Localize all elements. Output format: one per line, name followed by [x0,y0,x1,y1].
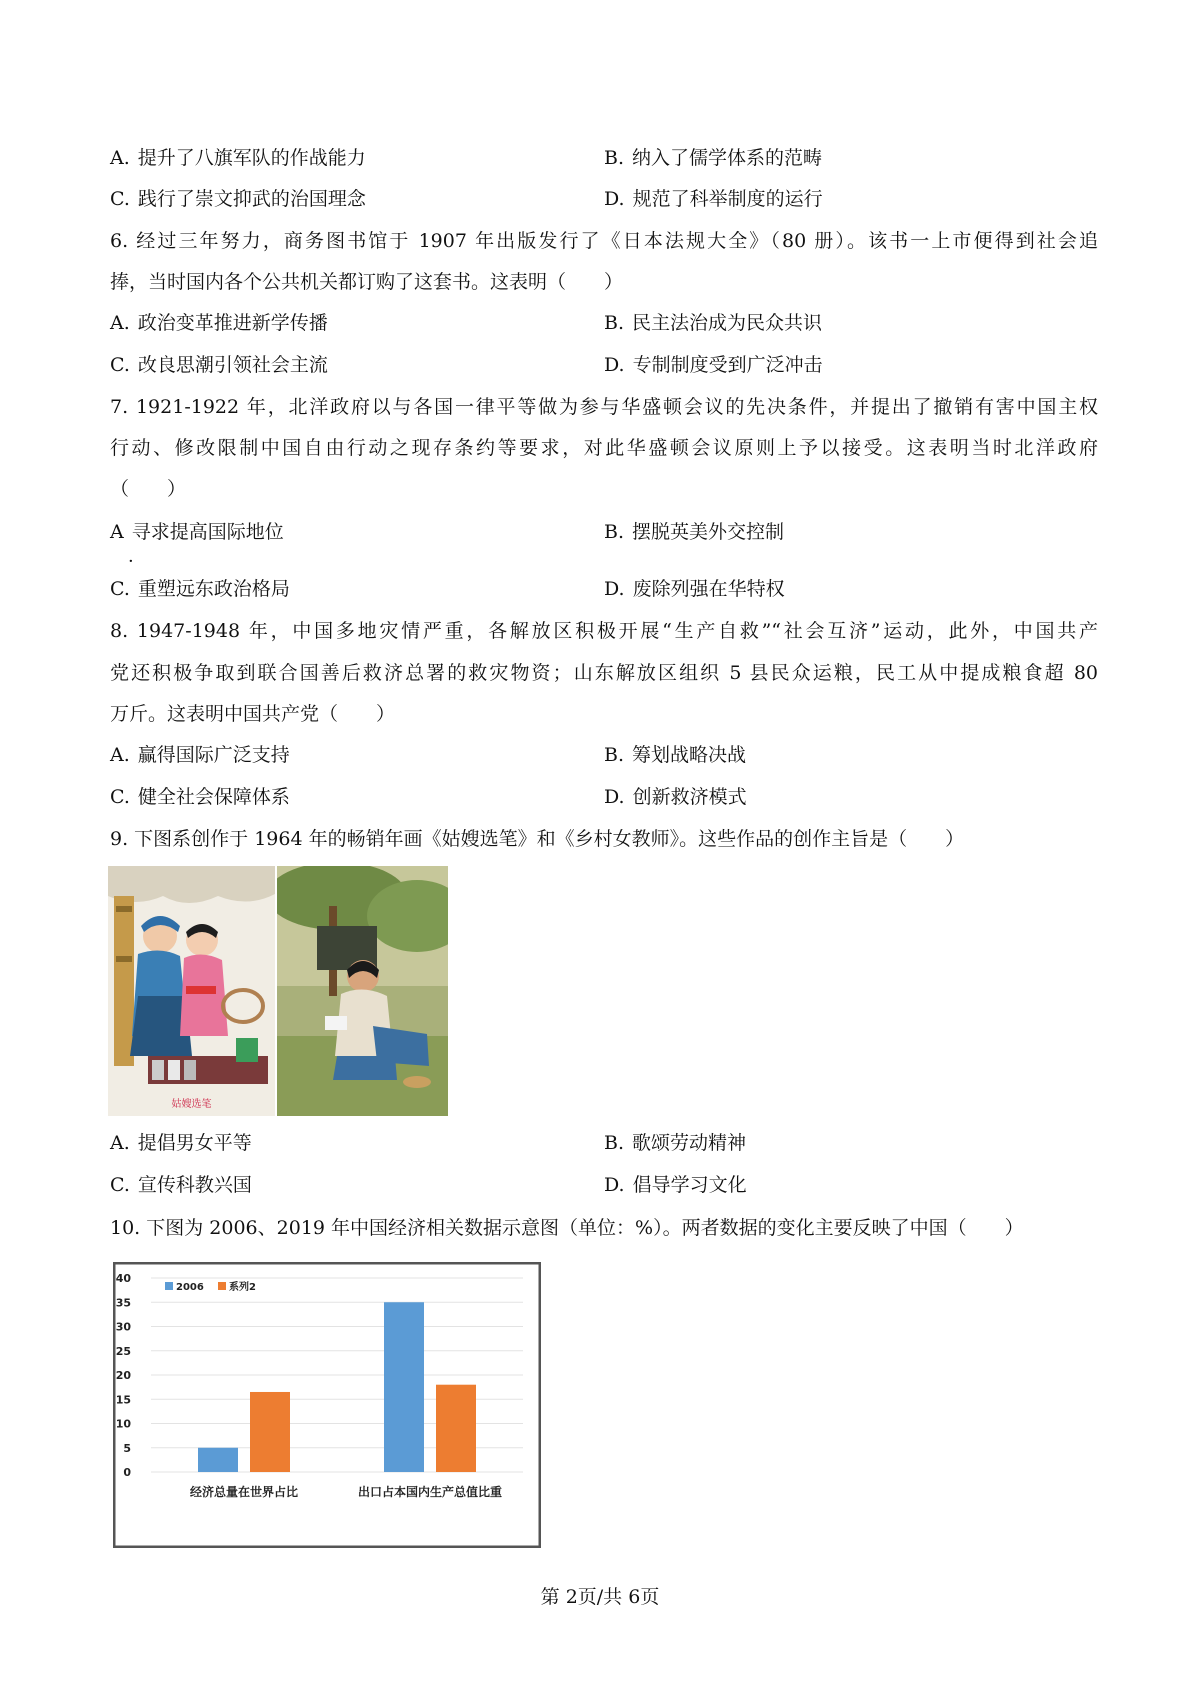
y-tick-label: 30 [115,1320,131,1334]
poster-sisters-choosing-pens [108,866,275,1116]
option-text: 政治变革推进新学传播 [137,312,328,334]
economic-data-chart [113,1262,541,1548]
q5-option-c [110,187,366,211]
q6-stem-line1: 6. 经过三年努力，商务图书馆于 1907 年出版发行了《日本法规大全》（80 册）。该书一上市便得到社会追 [110,230,1098,252]
option-text: 摆脱英美外交控制 [632,521,785,543]
poster-illustration [108,866,275,1116]
option-letter: A. [110,312,130,334]
q9-option-a [110,1131,252,1155]
option-text: 改良思潮引领社会主流 [137,354,328,376]
option-text: 筹划战略决战 [632,744,747,766]
poster-rural-teacher [277,866,448,1116]
option-text: 创新救济模式 [632,786,747,808]
option-text: 民主法治成为民众共识 [632,312,823,334]
bar-2006-1 [384,1302,424,1472]
bar-系列2-1 [436,1385,476,1472]
y-tick-label: 0 [123,1466,131,1479]
option-text: 提倡男女平等 [137,1132,252,1154]
option-letter: B. [604,521,625,543]
bar-系列2-0 [250,1392,290,1472]
q9-option-c [110,1173,252,1197]
q6-option-c [110,353,328,377]
option-text: 践行了崇文抑武的治国理念 [137,188,366,210]
q7-option-c [110,577,290,601]
q7-option-b [604,520,784,544]
q7-stem-line2: 行动、修改限制中国自由行动之现存条约等要求，对此华盛顿会议原则上予以接受。这表明当时北洋政府 [110,437,1098,459]
option-text: 倡导学习文化 [632,1174,747,1196]
option-text: 赢得国际广泛支持 [137,744,290,766]
q9-stem: 9. 下图系创作于 1964 年的畅销年画《姑嫂选笔》和《乡村女教师》。这些作品的创作主旨是（ ） [110,828,965,850]
q5-option-b [604,146,822,170]
q7-stem-line3: （ ） [110,478,187,500]
option-letter: B. [604,147,625,169]
option-letter: B. [604,312,625,334]
option-text: 健全社会保障体系 [137,786,290,808]
option-text: 歌颂劳动精神 [632,1132,747,1154]
q8-stem-line1: 8. 1947-1948 年，中国多地灾情严重，各解放区积极开展“生产自救”“社会互济”运动，此外，中国共产 [110,620,1098,642]
option-letter: D. [604,786,625,808]
x-category-label: 经济总量在世界占比 [189,1485,299,1499]
y-tick-label: 35 [115,1296,131,1310]
option-text: 寻求提高国际地位 [131,521,284,543]
q6-option-b [604,311,822,335]
q8-option-d [604,785,747,809]
y-tick-label: 5 [123,1441,131,1455]
option-text: 专制制度受到广泛冲击 [632,354,823,376]
option-letter: C. [110,1174,130,1196]
stray-dot: · [128,551,134,572]
q8-stem-line3: 万斤。这表明中国共产党（ ） [110,703,396,725]
option-letter: D. [604,354,625,376]
option-text: 宣传科教兴国 [137,1174,252,1196]
x-category-label: 出口占本国内生产总值比重 [357,1485,503,1499]
q7-option-d [604,577,785,601]
q7-stem-line1: 7. 1921-1922 年，北洋政府以与各国一律平等做为参与华盛顿会议的先决条件，并提出了撤销有害中国主权 [110,396,1098,418]
legend-swatch [165,1282,173,1290]
option-letter: C. [110,786,130,808]
y-tick-label: 15 [115,1393,131,1407]
option-letter: C. [110,188,130,210]
option-letter: C. [110,578,130,600]
option-letter: D. [604,1174,625,1196]
y-tick-label: 20 [115,1369,131,1382]
q5-option-a [110,146,366,170]
option-letter: C. [110,354,130,376]
q9-option-b [604,1131,746,1155]
page-footer: 第 2页/共 6页 [540,1586,660,1608]
option-letter: D. [604,188,625,210]
q8-option-b [604,743,746,767]
q8-option-c [110,785,290,809]
option-text: 提升了八旗军队的作战能力 [137,147,366,169]
y-tick-label: 10 [115,1417,131,1431]
legend-label: 2006 [176,1282,204,1293]
q6-option-a [110,311,328,335]
q10-stem: 10. 下图为 2006、2019 年中国经济相关数据示意图（单位：%）。两者数据的变化主要反映了中国（ ） [110,1217,1024,1239]
y-tick-label: 25 [115,1344,131,1358]
option-text: 废除列强在华特权 [632,578,785,600]
q9-option-d [604,1173,747,1197]
q7-option-a [110,520,284,544]
option-text: 规范了科举制度的运行 [632,188,823,210]
option-letter: B. [604,1132,625,1154]
option-letter: A. [110,1132,130,1154]
q8-option-a [110,743,290,767]
poster-illustration [277,866,448,1116]
bar-2006-0 [198,1448,238,1472]
option-text: 纳入了儒学体系的范畴 [632,147,823,169]
option-text: 重塑远东政治格局 [137,578,290,600]
chart-frame [114,1263,540,1547]
poster-caption: 姑嫂选笔 [171,1099,212,1110]
q6-stem-line2: 捧，当时国内各个公共机关都订购了这套书。这表明（ ） [110,271,624,293]
q8-stem-line2: 党还积极争取到联合国善后救济总署的救灾物资；山东解放区组织 5 县民众运粮，民工从中提成粮食超 80 [110,662,1098,684]
q6-option-d [604,353,823,377]
option-letter: A. [110,147,130,169]
option-letter: D. [604,578,625,600]
y-tick-label: 40 [115,1272,131,1285]
legend-label: 系列2 [229,1282,256,1293]
option-letter: A. [110,744,130,766]
option-letter: B. [604,744,625,766]
q5-option-d [604,187,823,211]
legend-swatch [218,1282,226,1290]
option-letter: A [110,521,124,543]
